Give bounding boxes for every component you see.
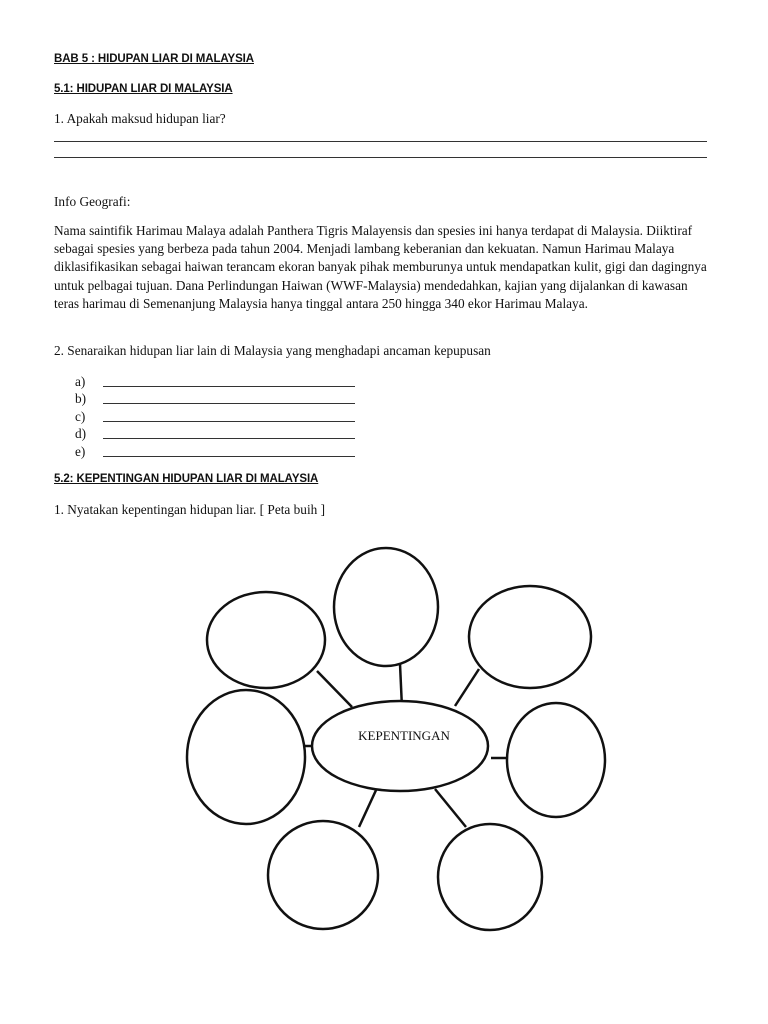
connector-line (455, 669, 479, 706)
item-letter: d) (75, 426, 87, 442)
bubble-top[interactable] (334, 548, 438, 666)
connector-line (317, 671, 352, 707)
question-1-text: 1. Apakah maksud hidupan liar? (54, 111, 226, 126)
chapter-heading: BAB 5 : HIDUPAN LIAR DI MALAYSIA (54, 53, 254, 65)
bubble-top-left[interactable] (207, 592, 325, 688)
connector-line (359, 788, 377, 827)
item-letter: e) (75, 443, 86, 459)
bubble-left[interactable] (187, 690, 305, 824)
connector-line (435, 789, 466, 827)
question-2-text: 2. Senaraikan hidupan liar lain di Malaysia yang menghadapi ancaman kepupusan (54, 343, 491, 358)
item-letter: b) (75, 391, 87, 407)
info-title: Info Geografi: (54, 194, 131, 209)
center-bubble[interactable] (312, 701, 488, 791)
item-letter: a) (75, 373, 86, 389)
info-paragraph: Nama saintifik Harimau Malaya adalah Panthera Tigris Malayensis dan spesies ini hanya terdapat di Malaysia. Diiktiraf sebagai spesies yang berbeza pada tahun 2004. Menjadi lambang keberanian dan kekuatan. Namun Harimau Malaya diklasifikasikan sebagai haiwan terancam ekoran banyak pihak memburunya untuk mendapatkan kulit, gigi dan dagingnya untuk pelbagai tujuan. Dana Perlindungan Haiwan (WWF-Malaysia) mendedahkan, kajian yang dijalankan di kawasan teras harimau di Semenanjung Malaysia hanya tinggal antara 250 hingga 340 ekor Harimau Malaya. (54, 223, 707, 311)
bubble-bottom-left[interactable] (268, 821, 378, 929)
question-3-text: 1. Nyatakan kepentingan hidupan liar. [ Peta buih ] (54, 502, 326, 517)
item-letter: c) (75, 408, 86, 424)
bubble-bottom-right[interactable] (438, 824, 542, 930)
section-5-1-heading: 5.1: HIDUPAN LIAR DI MALAYSIA (54, 83, 233, 95)
section-5-2-heading: 5.2: KEPENTINGAN HIDUPAN LIAR DI MALAYSIA (54, 473, 319, 485)
center-bubble-label: KEPENTINGAN (358, 728, 450, 743)
bubble-right[interactable] (507, 703, 605, 817)
bubble-top-right[interactable] (469, 586, 591, 688)
